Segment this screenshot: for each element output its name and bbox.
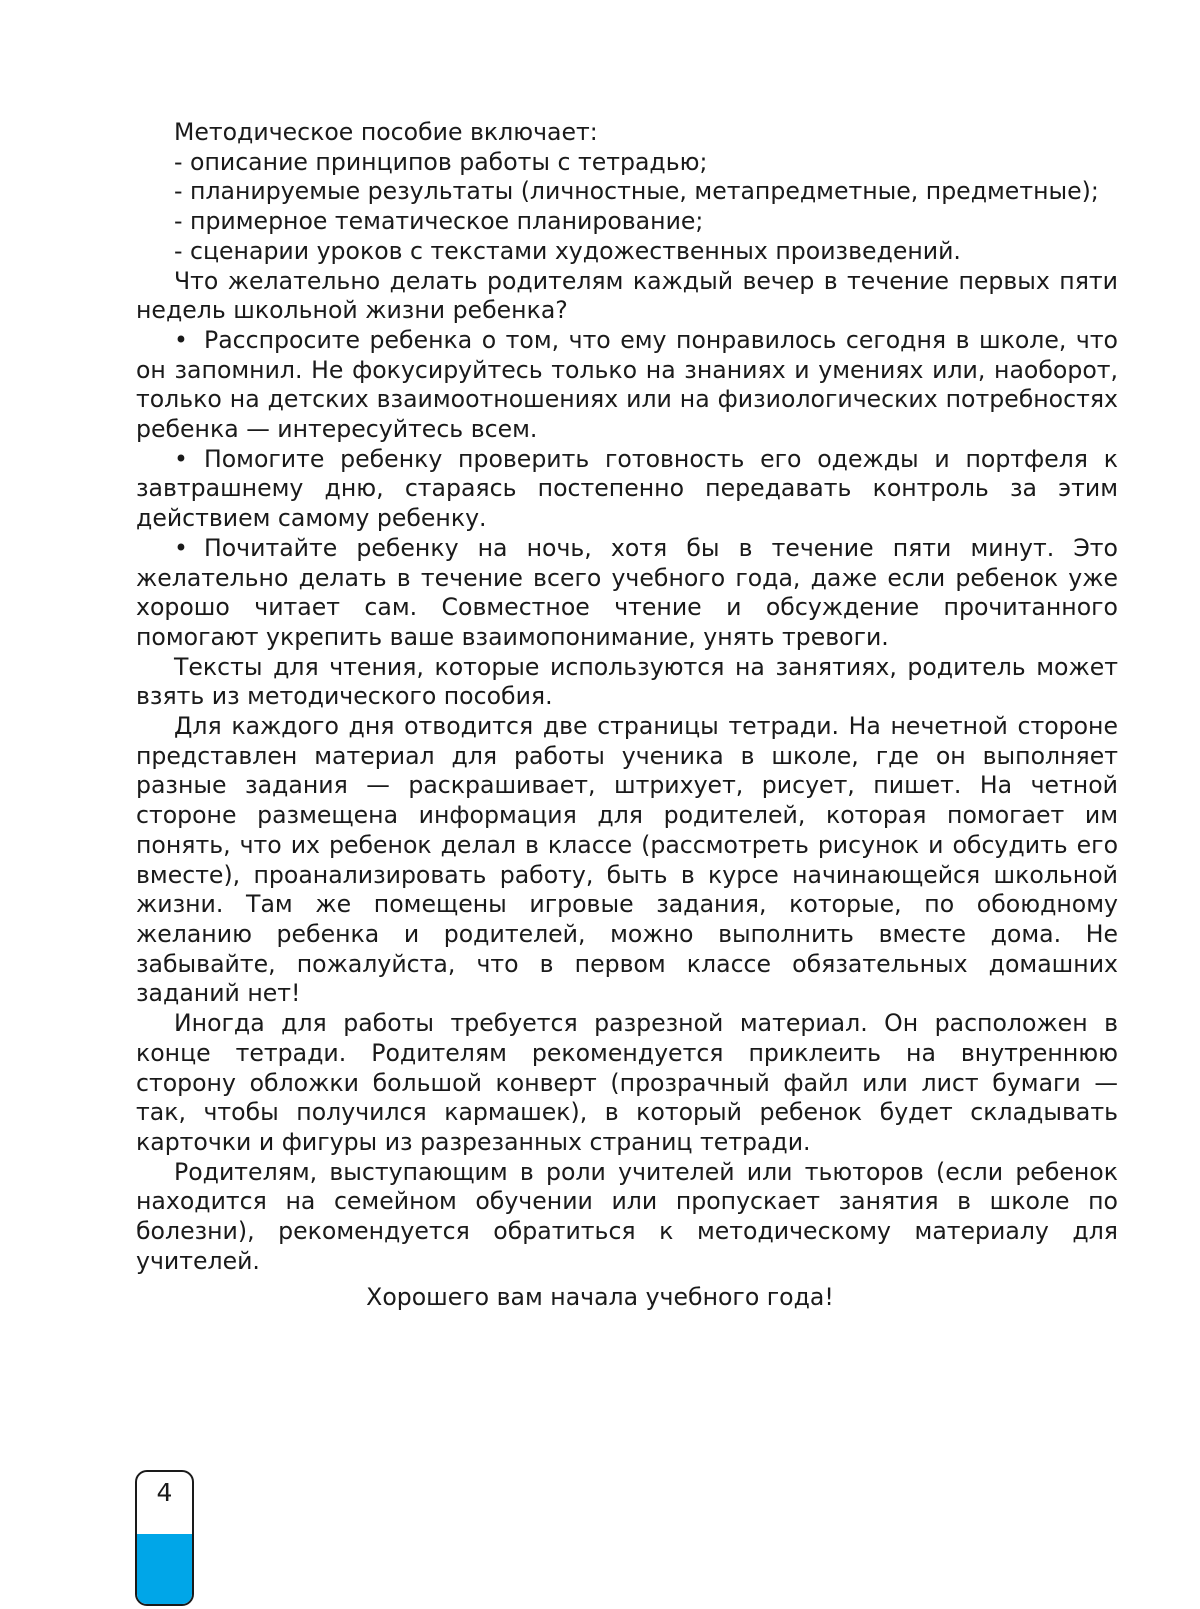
- bullet-paragraph: [136, 534, 1118, 653]
- body-paragraph: Иногда для работы требуется разрезной материал. Он расположен в конце тетради. Родителям рекомендуется приклеить на внутреннюю сторону обложки большой конверт (прозрачный файл или лист бумаги — так, чтобы получился кармашек), в который ребенок будет складывать карточки и фигуры из разрезанных страниц тетради.: [136, 1009, 1118, 1156]
- list-item: - планируемые результаты (личностные, метапредметные, предметные);: [174, 177, 1099, 206]
- bullet-icon: •: [174, 325, 188, 354]
- intro-heading: Методическое пособие включает:: [174, 118, 598, 146]
- body-paragraph: Родителям, выступающим в роли учителей или тьюторов (если ребенок находится на семейном обучении или пропускает занятия в школе по болезни), рекомендуется обратиться к методическому материалу для учителей.: [136, 1157, 1118, 1275]
- bullet-paragraph: [136, 326, 1118, 445]
- bullet-icon: •: [174, 533, 188, 562]
- question-paragraph: Что желательно делать родителям каждый вечер в течение первых пяти недель школьной жизни ребенка?: [136, 266, 1118, 325]
- list-item: - описание принципов работы с тетрадью;: [174, 147, 708, 176]
- contents-list: [136, 148, 1118, 267]
- main-text: [136, 118, 1118, 1276]
- body-paragraph: Тексты для чтения, которые используются на занятиях, родитель может взять из методического пособия.: [136, 652, 1118, 711]
- bullet-paragraph: [136, 445, 1118, 534]
- page-number-tab: [135, 1470, 194, 1606]
- list-item: - сценарии уроков с текстами художественных произведений.: [174, 236, 961, 265]
- bullet-icon: •: [174, 444, 188, 473]
- bullet-text: Расспросите ребенка о том, что ему понравилось сегодня в школе, что он запомнил. Не фокусируйтесь только на знаниях и умениях или, наоборот, только на детских взаимоотношениях или на физиологических потребностях ребенка — интересуйтесь всем.: [136, 325, 1118, 444]
- list-item: - примерное тематическое планирование;: [174, 207, 704, 236]
- bullet-text: Помогите ребенку проверить готовность его одежды и портфеля к завтрашнему дню, стараясь постепенно передавать контроль за этим действием самому ребенку.: [136, 444, 1118, 533]
- closing-line: Хорошего вам начала учебного года!: [366, 1283, 834, 1311]
- body-paragraph: Для каждого дня отводится две страницы тетради. На нечетной стороне представлен материал для работы ученика в школе, где он выполняет разные задания — раскрашивает, штрихует, рисует, пишет. На четной стороне размещена информация для родителей, которая помогает им понять, что их ребенок делал в классе (рассмотреть рисунок и обсудить его вместе), проанализировать работу, быть в курсе начинающейся школьной жизни. Там же помещены игровые задания, которые, по обоюдному желанию ребенка и родителей, можно выполнить вместе дома. Не забывайте, пожалуйста, что в первом классе обязательных домашних заданий нет!: [136, 712, 1118, 1008]
- bullet-text: Почитайте ребенку на ночь, хотя бы в течение пяти минут. Это желательно делать в течение всего учебного года, даже если ребенок уже хорошо читает сам. Совместное чтение и обсуждение прочитанного помогают укрепить ваше взаимопонимание, унять тревоги.: [136, 533, 1118, 651]
- page-tab-fill: [137, 1534, 192, 1604]
- page-number: 4: [156, 1478, 173, 1507]
